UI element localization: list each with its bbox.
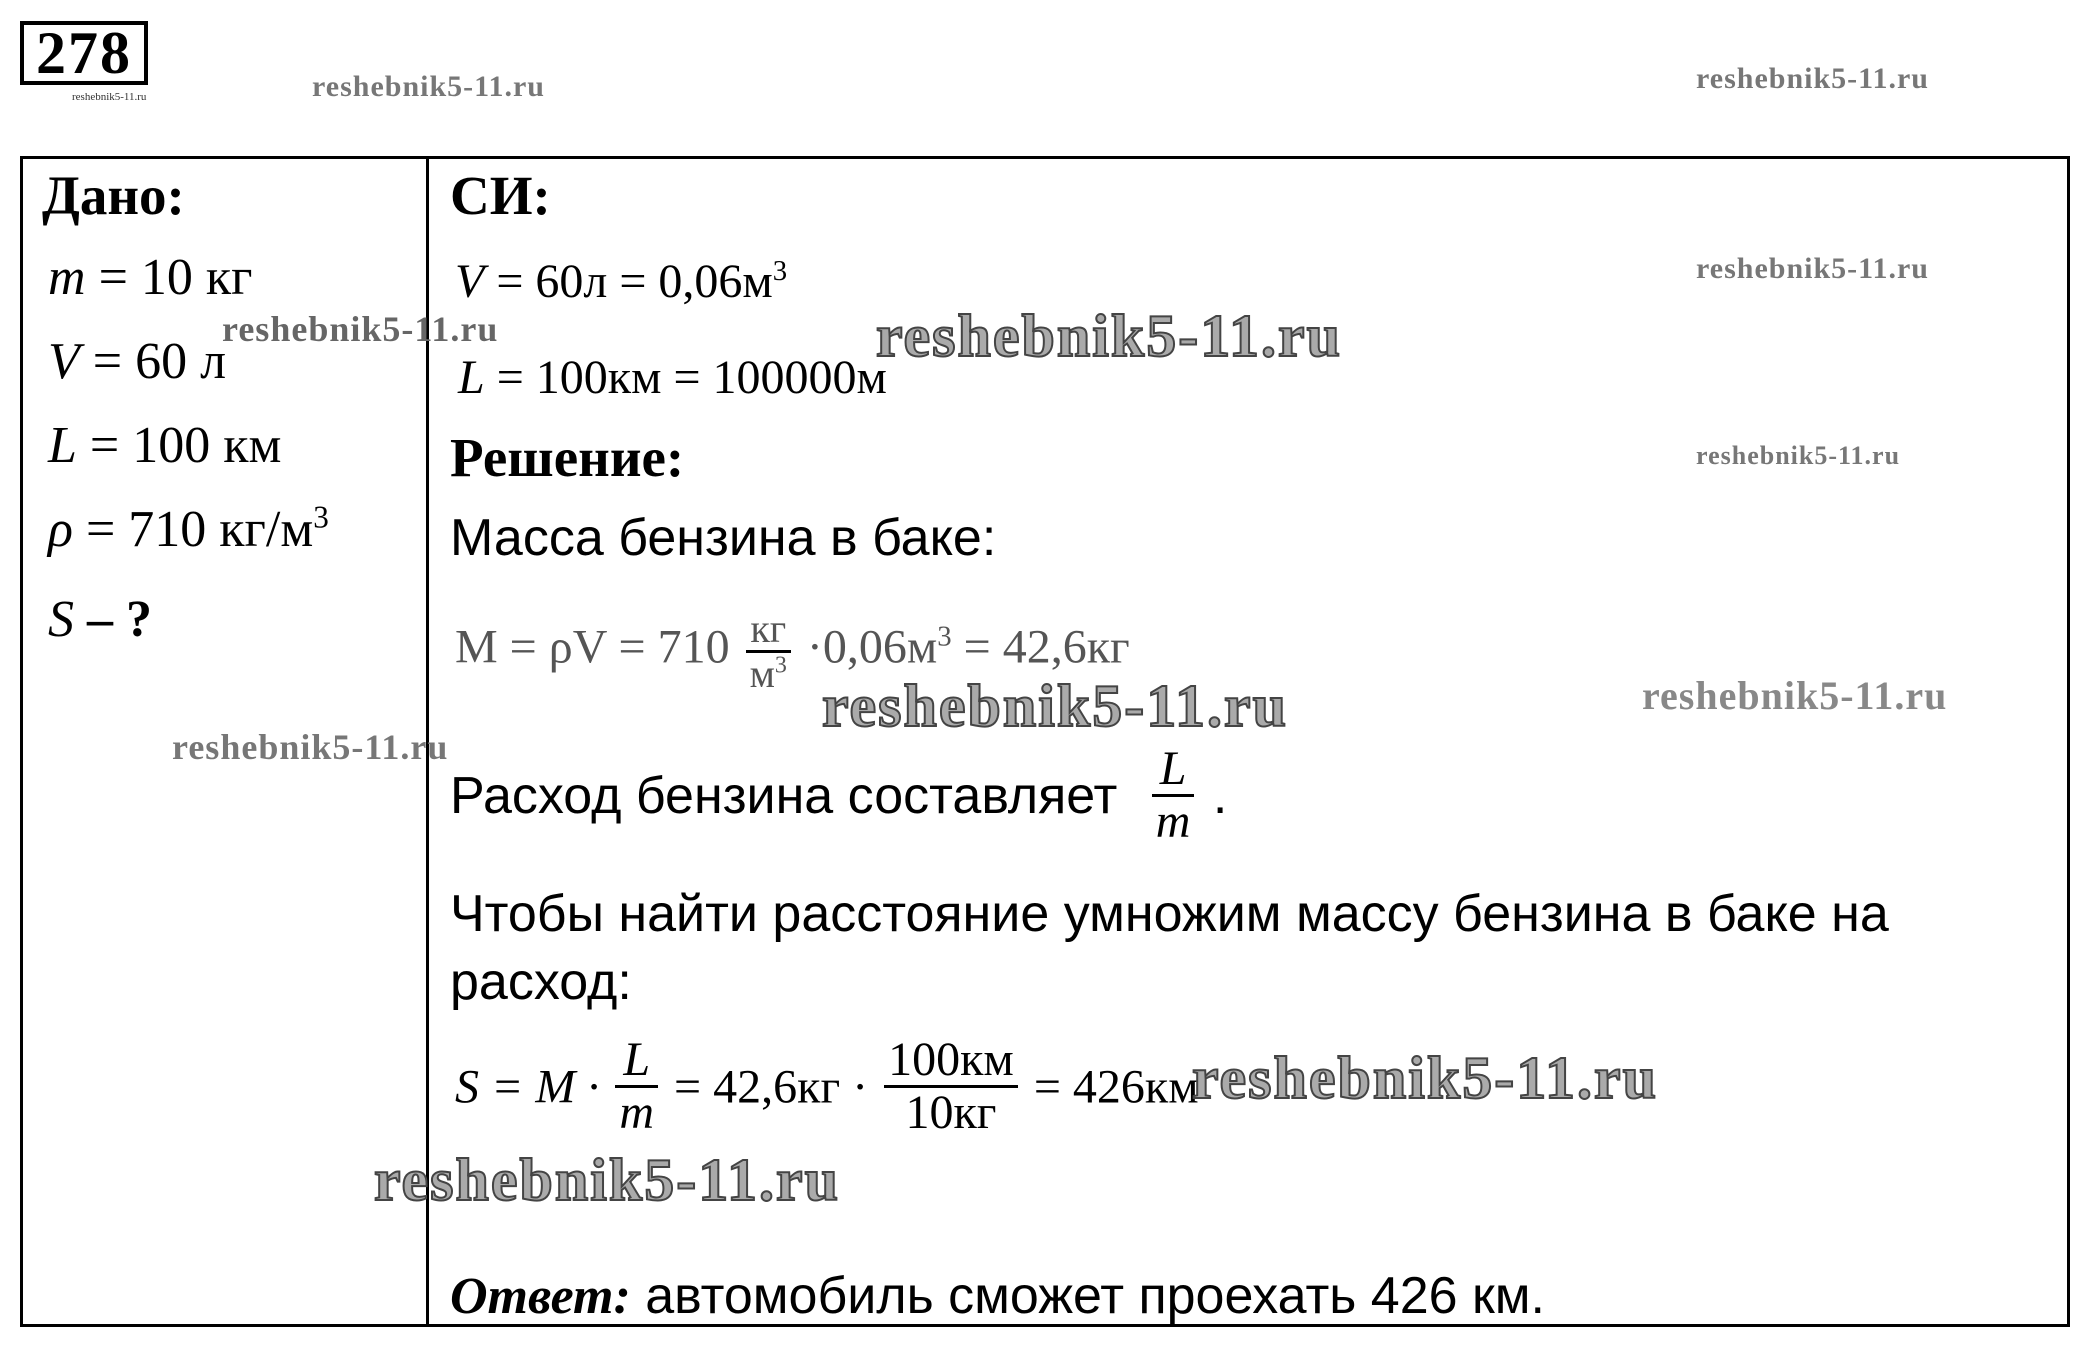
final-formula-result: = 426км: [1033, 1060, 1199, 1114]
final-formula-lhs: S = M ·: [455, 1060, 600, 1114]
given-density-symbol: ρ: [48, 501, 73, 558]
mass-formula-fraction: [746, 608, 791, 695]
mass-fraction-numerator: кг: [746, 608, 791, 653]
given-distance-value: = 100 км: [76, 417, 282, 474]
given-unknown-value: – ?: [74, 591, 152, 648]
mass-formula-result: = 42,6кг: [951, 620, 1130, 674]
given-unknown-symbol: S: [48, 591, 74, 648]
si-volume-exponent: 3: [772, 255, 788, 287]
si-distance: [458, 350, 887, 405]
answer-line: [450, 1266, 1545, 1326]
find-text-line1: Чтобы найти расстояние умножим массу бензина в баке на: [450, 885, 1889, 943]
final-fraction-2-numerator: 100км: [884, 1035, 1018, 1088]
si-volume: [455, 254, 787, 309]
mass-formula-mid-exponent: 3: [937, 620, 952, 653]
mass-formula-mid: ·0,06м: [806, 620, 938, 674]
answer-text: автомобиль сможет проехать 426 км.: [630, 1267, 1545, 1325]
rate-text-dot: .: [1212, 766, 1228, 825]
final-fraction-1-numerator: L: [615, 1035, 658, 1088]
si-distance-symbol: L: [458, 351, 485, 404]
given-volume-value: = 60 л: [79, 333, 227, 390]
answer-label: Ответ:: [450, 1268, 631, 1325]
given-volume-symbol: V: [48, 333, 80, 390]
final-fraction-2-denominator: 10кг: [905, 1086, 997, 1140]
si-volume-conversion: = 60л = 0,06м: [484, 255, 773, 308]
given-mass-value: = 10 кг: [85, 249, 253, 306]
final-fraction-2: [884, 1035, 1018, 1139]
given-mass-symbol: m: [48, 249, 86, 306]
given-distance-symbol: L: [48, 417, 77, 474]
watermark: reshebnik5-11.ru: [1696, 441, 1901, 470]
given-distance: [48, 416, 281, 475]
given-mass: [48, 248, 252, 307]
final-fraction-1: [615, 1035, 658, 1139]
watermark: reshebnik5-11.ru: [1696, 252, 1929, 285]
watermark: reshebnik5-11.ru: [172, 727, 449, 767]
watermark: reshebnik5-11.ru: [1696, 62, 1929, 95]
rate-text-label: Расход бензина составляет: [450, 766, 1118, 825]
mass-fraction-den-exponent: 3: [774, 652, 787, 679]
given-density-value: = 710 кг/м: [72, 501, 314, 558]
mass-fraction-denominator: [746, 653, 791, 695]
final-fraction-1-denominator: m: [619, 1086, 655, 1140]
mass-fraction-den-text: м: [749, 651, 775, 696]
si-title: СИ:: [450, 165, 551, 226]
si-distance-conversion: = 100км = 100000м: [484, 351, 887, 404]
watermark: reshebnik5-11.ru: [876, 303, 1342, 369]
rate-text: [450, 744, 1227, 848]
watermark: reshebnik5-11.ru: [374, 1147, 840, 1213]
given-volume: [48, 332, 226, 391]
watermark-tiny: reshebnik5-11.ru: [72, 91, 147, 103]
watermark: reshebnik5-11.ru: [312, 70, 545, 103]
watermark: reshebnik5-11.ru: [1642, 673, 1948, 718]
final-formula-mid: = 42,6кг ·: [674, 1060, 869, 1114]
mass-formula-lhs: M = ρV = 710: [455, 620, 730, 674]
rate-fraction-denominator: m: [1155, 795, 1191, 849]
rate-fraction: [1152, 744, 1195, 848]
given-density: [48, 500, 329, 559]
given-unknown: [48, 590, 152, 649]
find-text-line2: расход:: [450, 953, 632, 1011]
final-formula: [455, 1035, 1199, 1139]
si-volume-symbol: V: [455, 255, 485, 308]
watermark: reshebnik5-11.ru: [222, 309, 499, 349]
given-title: Дано:: [42, 165, 185, 226]
watermark: reshebnik5-11.ru: [822, 673, 1288, 739]
watermark: reshebnik5-11.ru: [1192, 1045, 1658, 1111]
mass-text: Масса бензина в баке:: [450, 509, 997, 567]
solution-title: Решение:: [450, 427, 685, 488]
rate-fraction-numerator: L: [1152, 744, 1195, 797]
problem-number: 278: [20, 21, 148, 85]
given-density-exponent: 3: [313, 499, 329, 535]
